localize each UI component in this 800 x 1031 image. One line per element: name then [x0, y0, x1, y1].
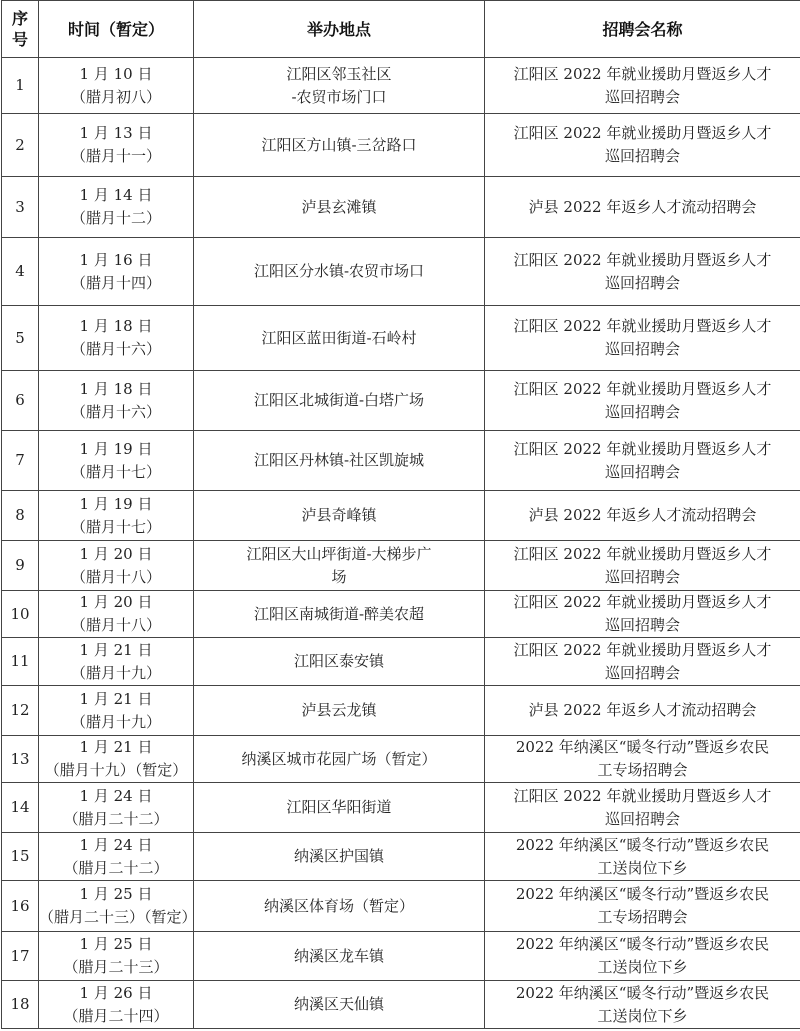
cell-time	[39, 58, 194, 114]
cell-time-line: 1 月 13 日	[79, 124, 153, 142]
table-row	[2, 238, 800, 306]
cell-time-line: 1 月 21 日	[79, 689, 153, 708]
cell-time-line: 1 月 20 日	[79, 544, 153, 563]
cell-index: 4	[2, 238, 39, 306]
cell-name-line: 巡回招聘会	[604, 462, 680, 481]
cell-location-line: 纳溪区城市花园广场（暂定）	[241, 749, 437, 768]
cell-location	[194, 736, 485, 783]
cell-location	[194, 833, 485, 881]
cell-location-line: 纳溪区天仙镇	[293, 995, 384, 1013]
table-row	[2, 638, 800, 686]
cell-time-line: 1 月 26 日	[79, 983, 153, 1002]
table-row	[2, 541, 800, 591]
cell-name	[485, 541, 800, 591]
cell-time-line: 1 月 19 日	[79, 439, 153, 458]
cell-time-line: 1 月 14 日	[79, 186, 153, 204]
cell-time-line: 1 月 18 日	[79, 379, 153, 398]
cell-name-line: 江阳区 2022 年就业援助月暨返乡人才	[513, 317, 772, 335]
cell-time-line: （腊月二十三）（暂定）	[39, 908, 197, 926]
cell-time-line: （腊月十二）	[70, 209, 161, 227]
cell-name-line: 泸县 2022 年返乡人才流动招聘会	[528, 506, 757, 524]
cell-location	[194, 431, 485, 491]
cell-location	[194, 491, 485, 541]
cell-time-line: （腊月初八）	[70, 87, 161, 106]
cell-location-line: 江阳区华阳街道	[286, 798, 392, 816]
cell-time	[39, 932, 194, 981]
cell-time-line: （腊月二十二）	[63, 858, 169, 877]
cell-time	[39, 541, 194, 591]
cell-name	[485, 238, 800, 306]
cell-name	[485, 981, 800, 1029]
cell-location	[194, 177, 485, 238]
cell-time	[39, 833, 194, 881]
cell-name	[485, 736, 800, 783]
cell-name	[485, 177, 800, 238]
cell-name-line: 巡回招聘会	[604, 147, 680, 165]
cell-time-line: （腊月二十三）	[63, 958, 169, 976]
cell-location	[194, 686, 485, 736]
cell-location-line: 江阳区泰安镇	[293, 652, 384, 670]
cell-time	[39, 431, 194, 491]
cell-location-line: 泸县奇峰镇	[301, 506, 377, 524]
header-index	[2, 1, 39, 58]
table-row	[2, 881, 800, 932]
cell-location	[194, 541, 485, 591]
cell-name-line: 巡回招聘会	[604, 567, 680, 586]
cell-index: 8	[2, 491, 39, 541]
table-row	[2, 491, 800, 541]
cell-name	[485, 371, 800, 431]
cell-name	[485, 638, 800, 686]
cell-index: 16	[2, 881, 39, 932]
cell-index: 12	[2, 686, 39, 736]
cell-location-line: 场	[331, 567, 347, 586]
cell-time-line: 1 月 25 日	[79, 885, 153, 903]
cell-location-line: 江阳区分水镇-农贸市场口	[253, 262, 425, 280]
cell-time	[39, 491, 194, 541]
cell-location-line: 纳溪区体育场（暂定）	[263, 896, 414, 915]
cell-time	[39, 686, 194, 736]
cell-time	[39, 371, 194, 431]
cell-name	[485, 491, 800, 541]
cell-name-line: 工送岗位下乡	[597, 1006, 688, 1025]
cell-name-line: 江阳区 2022 年就业援助月暨返乡人才	[513, 786, 772, 805]
cell-time	[39, 177, 194, 238]
cell-index: 9	[2, 541, 39, 591]
cell-location-line: 江阳区蓝田街道-石岭村	[261, 328, 417, 347]
cell-time	[39, 736, 194, 783]
cell-location	[194, 238, 485, 306]
cell-location-line: 江阳区北城街道-白塔广场	[253, 391, 425, 409]
cell-location	[194, 591, 485, 638]
cell-name	[485, 783, 800, 833]
cell-name-line: 工送岗位下乡	[597, 858, 688, 877]
cell-time-line: （腊月十六）	[70, 402, 161, 421]
table-row	[2, 431, 800, 491]
cell-time-line: （腊月十六）	[70, 340, 161, 358]
job-fair-schedule-table	[1, 0, 800, 1029]
cell-location-line: -农贸市场门口	[291, 87, 387, 106]
cell-name-line: 2022 年纳溪区“暖冬行动”暨返乡农民	[515, 983, 770, 1002]
table-row	[2, 783, 800, 833]
cell-name-line: 工专场招聘会	[597, 761, 688, 779]
cell-time	[39, 306, 194, 371]
cell-time-line: 1 月 24 日	[79, 835, 153, 854]
cell-time-line: （腊月十八）	[70, 567, 161, 586]
cell-index: 15	[2, 833, 39, 881]
cell-name-line: 巡回招聘会	[604, 273, 680, 292]
cell-time-line: 1 月 24 日	[79, 786, 153, 805]
cell-location-line: 泸县云龙镇	[301, 701, 377, 719]
cell-time-line: （腊月十四）	[70, 273, 161, 292]
cell-time-line: （腊月二十二）	[63, 809, 169, 828]
cell-name-line: 江阳区 2022 年就业援助月暨返乡人才	[513, 439, 772, 458]
cell-name-line: 巡回招聘会	[604, 663, 680, 682]
cell-location	[194, 371, 485, 431]
cell-time-line: 1 月 20 日	[79, 593, 153, 611]
cell-index: 1	[2, 58, 39, 114]
cell-name	[485, 591, 800, 638]
cell-index: 17	[2, 932, 39, 981]
cell-name	[485, 932, 800, 981]
cell-index: 3	[2, 177, 39, 238]
cell-index: 7	[2, 431, 39, 491]
cell-time-line: 1 月 19 日	[79, 494, 153, 513]
cell-index: 11	[2, 638, 39, 686]
cell-time-line: （腊月十九）	[70, 663, 161, 682]
cell-name-line: 2022 年纳溪区“暖冬行动”暨返乡农民	[515, 935, 770, 953]
cell-location	[194, 58, 485, 114]
cell-name-line: 巡回招聘会	[604, 809, 680, 828]
cell-location	[194, 638, 485, 686]
cell-time-line: 1 月 10 日	[79, 64, 153, 83]
cell-name-line: 江阳区 2022 年就业援助月暨返乡人才	[513, 640, 772, 659]
cell-name-line: 江阳区 2022 年就业援助月暨返乡人才	[513, 544, 772, 563]
cell-index: 2	[2, 114, 39, 177]
cell-time-line: 1 月 21 日	[79, 640, 153, 659]
cell-name-line: 巡回招聘会	[604, 616, 680, 634]
cell-location-line: 江阳区南城街道-醉美农超	[253, 604, 425, 623]
table-row	[2, 371, 800, 431]
cell-name	[485, 114, 800, 177]
table-row	[2, 932, 800, 981]
cell-name-line: 工专场招聘会	[597, 908, 688, 926]
cell-time	[39, 783, 194, 833]
header-index-line: 序	[11, 9, 28, 28]
header-time: 时间（暂定）	[39, 1, 194, 58]
cell-location	[194, 114, 485, 177]
cell-index: 18	[2, 981, 39, 1029]
cell-time	[39, 881, 197, 932]
cell-name	[485, 58, 800, 114]
cell-time	[39, 591, 194, 638]
table-row	[2, 58, 800, 114]
cell-location	[194, 783, 485, 833]
cell-location-line: 江阳区方山镇-三岔路口	[261, 135, 417, 154]
cell-time-line: （腊月十九）（暂定）	[44, 761, 188, 779]
table-row	[2, 306, 800, 371]
cell-name-line: 2022 年纳溪区“暖冬行动”暨返乡农民	[515, 738, 770, 756]
header-index-line: 号	[11, 30, 28, 49]
cell-name-line: 巡回招聘会	[604, 87, 680, 106]
cell-time-line: （腊月十七）	[70, 462, 161, 481]
cell-name-line: 江阳区 2022 年就业援助月暨返乡人才	[513, 64, 772, 83]
cell-name	[485, 306, 800, 371]
cell-location-line: 纳溪区护国镇	[293, 847, 384, 865]
table-row	[2, 686, 800, 736]
cell-time-line: （腊月十九）	[70, 712, 161, 731]
cell-time	[39, 981, 194, 1029]
cell-time-line: 1 月 21 日	[79, 738, 153, 756]
cell-time-line: （腊月十一）	[70, 147, 161, 165]
cell-time-line: （腊月十七）	[70, 517, 161, 536]
cell-index: 5	[2, 306, 39, 371]
cell-index: 6	[2, 371, 39, 431]
cell-location	[194, 932, 485, 981]
cell-location-line: 江阳区丹林镇-社区凯旋城	[253, 451, 425, 469]
cell-index: 13	[2, 736, 39, 783]
cell-location-line: 江阳区邻玉社区	[286, 64, 392, 83]
table-row	[2, 177, 800, 238]
cell-name-line: 江阳区 2022 年就业援助月暨返乡人才	[513, 593, 772, 611]
cell-location	[194, 306, 485, 371]
cell-name	[485, 431, 800, 491]
cell-time-line: 1 月 18 日	[79, 317, 153, 335]
cell-name-line: 泸县 2022 年返乡人才流动招聘会	[528, 701, 757, 719]
cell-time	[39, 114, 194, 177]
table-row	[2, 591, 800, 638]
cell-name-line: 江阳区 2022 年就业援助月暨返乡人才	[513, 379, 772, 398]
cell-index: 10	[2, 591, 39, 638]
cell-name-line: 江阳区 2022 年就业援助月暨返乡人才	[513, 250, 772, 269]
cell-name-line: 2022 年纳溪区“暖冬行动”暨返乡农民	[515, 885, 770, 903]
cell-name-line: 2022 年纳溪区“暖冬行动”暨返乡农民	[515, 835, 770, 854]
table-row	[2, 981, 800, 1029]
cell-name-line: 巡回招聘会	[604, 402, 680, 421]
cell-name-line: 泸县 2022 年返乡人才流动招聘会	[528, 197, 757, 216]
cell-name	[485, 686, 800, 736]
cell-location-line: 江阳区大山坪街道-大梯步广	[246, 544, 432, 563]
header-location: 举办地点	[194, 1, 485, 58]
cell-name-line: 江阳区 2022 年就业援助月暨返乡人才	[513, 124, 772, 142]
cell-location-line: 泸县玄滩镇	[301, 197, 377, 216]
cell-location-line: 纳溪区龙车镇	[293, 946, 384, 965]
table-row	[2, 833, 800, 881]
cell-time-line: 1 月 16 日	[79, 250, 153, 269]
cell-time	[39, 638, 194, 686]
cell-name	[485, 833, 800, 881]
cell-location	[194, 881, 485, 932]
cell-name-line: 巡回招聘会	[604, 340, 680, 358]
cell-name	[485, 881, 800, 932]
table-row	[2, 114, 800, 177]
cell-time-line: （腊月二十四）	[63, 1006, 169, 1025]
cell-time-line: 1 月 25 日	[79, 935, 153, 953]
header-name: 招聘会名称	[485, 1, 800, 58]
cell-index: 14	[2, 783, 39, 833]
cell-time	[39, 238, 194, 306]
cell-location	[194, 981, 485, 1029]
cell-time-line: （腊月十八）	[70, 616, 161, 634]
table-row	[2, 736, 800, 783]
table-header-row	[2, 1, 800, 58]
cell-name-line: 工送岗位下乡	[597, 958, 688, 976]
